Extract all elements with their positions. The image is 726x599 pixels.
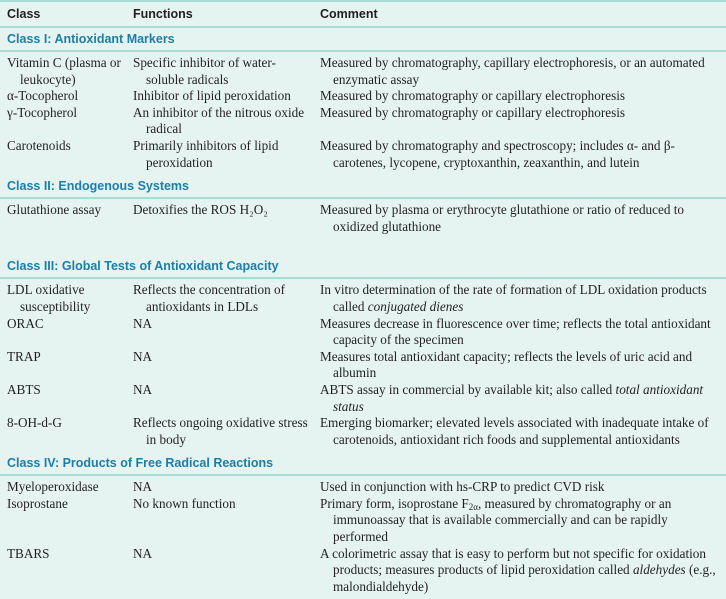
- cell-functions: NA: [133, 381, 153, 397]
- comment-subscript: 2α: [468, 501, 478, 512]
- cell-class: ORAC: [7, 315, 44, 331]
- cell-functions: Specific inhibitor of water-soluble radicals: [133, 55, 276, 87]
- cell-functions: An inhibitor of the nitrous oxide radical: [133, 104, 305, 137]
- table-row: [0, 88, 726, 105]
- cell-functions: NA: [133, 348, 153, 364]
- cell-comment: Measured by plasma or erythrocyte glutathione or ratio of reduced to oxidized glutathione: [320, 202, 684, 234]
- section-heading: Class II: Endogenous Systems: [0, 175, 726, 199]
- cell-comment: Measured by chromatography or capillary electrophoresis: [320, 104, 626, 120]
- cell-functions: No known function: [133, 495, 236, 511]
- cell-functions: Inhibitor of lipid peroxidation: [133, 88, 291, 104]
- comment-italic-term: total antioxidant status: [333, 381, 704, 414]
- cell-functions: NA: [133, 315, 153, 331]
- table-row: [0, 415, 726, 448]
- section-body: [0, 279, 726, 452]
- cell-functions: NA: [133, 479, 153, 495]
- header-functions: Functions: [133, 7, 193, 21]
- header-class: Class: [7, 7, 41, 21]
- comment-italic-term: conjugated dienes: [367, 298, 464, 314]
- cell-class: Vitamin C (plasma or leukocyte): [7, 55, 121, 87]
- cell-class: TBARS: [7, 545, 50, 561]
- table-row: [0, 479, 726, 496]
- comment-text: Primary form, isoprostane F: [320, 495, 469, 511]
- section-body: [0, 52, 726, 175]
- cell-comment: [320, 282, 722, 315]
- comment-text: ABTS assay in commercial by available kit; also called: [320, 381, 616, 397]
- section-heading: Class IV: Products of Free Radical Reactions: [0, 452, 726, 476]
- cell-class: Isoprostane: [7, 495, 68, 511]
- cell-comment: Measured by chromatography or capillary electrophoresis: [320, 88, 626, 104]
- cell-comment: Measures decrease in fluorescence over time; reflects the total antioxidant capacity of the specimen: [320, 315, 711, 348]
- cell-class: TRAP: [7, 348, 41, 364]
- table-row: [0, 202, 726, 235]
- cell-class: Glutathione assay: [7, 202, 102, 218]
- cell-comment: [320, 382, 722, 415]
- section-heading: Class I: Antioxidant Markers: [0, 28, 726, 52]
- header-comment: Comment: [320, 7, 378, 21]
- cell-comment: Measures total antioxidant capacity; reflects the levels of uric acid and albumin: [320, 348, 693, 381]
- cell-class: Myeloperoxidase: [7, 479, 99, 495]
- table-row: [0, 55, 726, 88]
- section-body: [0, 199, 726, 255]
- table-row: [0, 105, 726, 138]
- cell-class: LDL oxidative susceptibility: [7, 282, 91, 314]
- cell-comment: Emerging biomarker; elevated levels associated with inadequate intake of carotenoids, antioxidant rich foods and supplemental antioxidants: [320, 415, 709, 447]
- cell-comment: Used in conjunction with hs-CRP to predict CVD risk: [320, 479, 605, 495]
- cell-class: ABTS: [7, 381, 41, 397]
- comment-text: (e.g., malondialdehyde): [333, 562, 716, 594]
- cell-functions: Reflects the concentration of antioxidants in LDLs: [133, 282, 285, 314]
- cell-functions: Detoxifies the ROS H₂O₂: [133, 202, 268, 218]
- cell-functions: Reflects ongoing oxidative stress in body: [133, 415, 308, 447]
- cell-functions: NA: [133, 545, 153, 561]
- table-row: [0, 282, 726, 315]
- cell-class: Carotenoids: [7, 137, 71, 153]
- comment-text: A colorimetric assay that is easy to perform but not specific for oxidation products; measures products of lipid peroxidation called: [320, 545, 706, 578]
- comment-text: , measured by chromatography or an immunoassay that is available commercially and can be rapidly performed: [333, 495, 672, 545]
- cell-comment: [320, 496, 722, 546]
- cell-comment: Measured by chromatography, capillary electrophoresis, or an automated enzymatic assay: [320, 55, 705, 87]
- table-row: [0, 316, 726, 349]
- table-row: [0, 138, 726, 171]
- cell-class: α-Tocopherol: [7, 88, 79, 104]
- table-row: [0, 496, 726, 546]
- table-row: [0, 546, 726, 596]
- comment-italic-term: aldehydes: [632, 562, 686, 578]
- section-body: [0, 476, 726, 599]
- table-row: [0, 382, 726, 415]
- comment-text: In vitro determination of the rate of formation of LDL oxidation products called: [320, 282, 707, 314]
- cell-functions: Primarily inhibitors of lipid peroxidation: [133, 137, 279, 170]
- cell-comment: [320, 546, 722, 596]
- cell-class: 8-OH-d-G: [7, 415, 62, 431]
- cell-comment: Measured by chromatography and spectroscopy; includes α- and β-carotenes, lycopene, cryptoxanthin, zeaxanthin, and lutein: [320, 137, 675, 170]
- table-header-row: [0, 2, 726, 28]
- section-heading: Class III: Global Tests of Antioxidant Capacity: [0, 255, 726, 279]
- table-row: [0, 349, 726, 382]
- cell-class: γ-Tocopherol: [7, 104, 78, 120]
